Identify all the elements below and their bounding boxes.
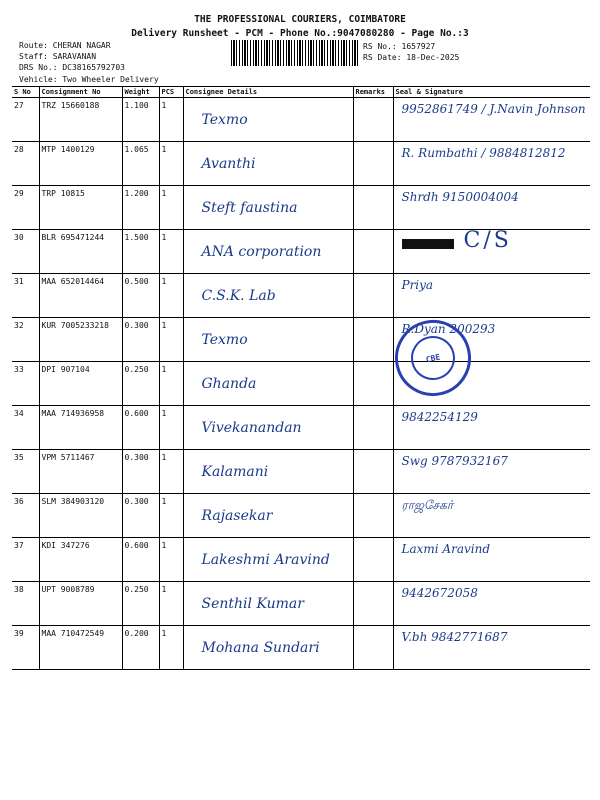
table-row [12,318,590,362]
signature: 9442672058 [401,586,478,600]
table-row [12,538,590,582]
col-consignee: Consignee Details [183,87,353,98]
sno-cell: 35 [12,450,39,494]
consignment-no: KUR 7005233218 [39,318,122,362]
weight-cell: 0.300 [122,494,159,538]
signature: 9842254129 [401,410,478,424]
barcode [231,40,359,66]
weight-cell: 1.065 [122,142,159,186]
table-row [12,626,590,670]
weight-cell: 1.100 [122,98,159,142]
remarks-cell [353,274,393,318]
consignee-name: Mohana Sundari [201,640,320,656]
remarks-cell [353,450,393,494]
consignee-name-cell [183,626,353,670]
table-row [12,230,590,274]
col-consignment: Consignment No [39,87,122,98]
table-row [12,186,590,230]
consignment-no: VPM 5711467 [39,450,122,494]
sno-cell: 31 [12,274,39,318]
table-row [12,98,590,142]
consignee-name-cell [183,406,353,450]
consignee-name-cell [183,450,353,494]
consignment-no: BLR 695471244 [39,230,122,274]
rs-number: RS No.: 1657927 [363,42,436,51]
consignee-name: Ghanda [201,376,257,392]
sno-cell: 36 [12,494,39,538]
route-info [19,40,125,73]
drs-number: DRS No.: DC38165792703 [19,63,125,72]
consignee-name: ANA corporation [201,244,322,260]
remarks-cell [353,318,393,362]
signature-cell [393,626,590,670]
weight-cell: 0.250 [122,362,159,406]
consignment-no: DPI 907104 [39,362,122,406]
remarks-cell [353,142,393,186]
sno-cell: 30 [12,230,39,274]
pcs-cell: 1 [159,538,183,582]
signature [402,228,512,253]
consignee-name: Texmo [201,112,248,128]
sno-cell: 27 [12,98,39,142]
signature: Laxmi Aravind [401,542,491,556]
pcs-cell: 1 [159,582,183,626]
signature: R.Dyan 200293 [401,322,496,336]
runsheet-subtitle: Delivery Runsheet - PCM - Phone No.:9047080280 - Page No.:3 [131,28,469,39]
consignment-no: UPT 9008789 [39,582,122,626]
sno-cell: 39 [12,626,39,670]
col-remarks: Remarks [353,87,393,98]
weight-cell: 1.500 [122,230,159,274]
consignee-name-cell [183,494,353,538]
signature-cell [393,230,590,274]
consignment-no: MAA 710472549 [39,626,122,670]
rs-info [363,41,459,63]
table-row [12,582,590,626]
weight-cell: 0.300 [122,318,159,362]
consignee-name: Rajasekar [201,508,273,524]
table-header [12,87,590,98]
col-pcs: PCS [159,87,183,98]
consignee-name: Kalamani [201,464,269,480]
pcs-cell: 1 [159,186,183,230]
consignee-name-cell [183,142,353,186]
rs-date: RS Date: 18-Dec-2025 [363,53,460,62]
consignee-name-cell [183,274,353,318]
sno-cell: 37 [12,538,39,582]
signature-cell [393,186,590,230]
weight-cell: 0.600 [122,406,159,450]
staff: Staff: SARAVANAN [19,52,97,61]
route: Route: CHERAN NAGAR [19,41,111,50]
pcs-cell: 1 [159,450,183,494]
consignee-name: Senthil Kumar [201,596,304,612]
pcs-cell: 1 [159,142,183,186]
table-row [12,450,590,494]
consignee-name: Texmo [201,332,248,348]
table-row [12,274,590,318]
consignment-no: MTP 1400129 [39,142,122,186]
pcs-cell: 1 [159,626,183,670]
consignee-name: Vivekanandan [201,420,302,436]
consignment-no: SLM 384903120 [39,494,122,538]
consignee-name-cell [183,318,353,362]
remarks-cell [353,626,393,670]
weight-cell: 0.200 [122,626,159,670]
signature-cell [393,450,590,494]
signature: ராஜசேகர் [401,498,454,512]
remarks-cell [353,494,393,538]
signature: Priya [401,278,434,292]
remarks-cell [353,230,393,274]
consignee-name-cell [183,538,353,582]
consignee-name-cell [183,230,353,274]
col-sno: S No [12,87,39,98]
consignment-no: TRZ 15660188 [39,98,122,142]
table-row [12,406,590,450]
signature-cell [393,142,590,186]
sno-cell: 33 [12,362,39,406]
pcs-cell: 1 [159,494,183,538]
remarks-cell [353,538,393,582]
consignee-name: Steft faustina [201,200,298,216]
consignment-no: MAA 714936958 [39,406,122,450]
company-title: THE PROFESSIONAL COURIERS, COIMBATORE [194,14,406,25]
table-row [12,494,590,538]
signature-cell [393,494,590,538]
consignment-no: MAA 652014464 [39,274,122,318]
pcs-cell: 1 [159,406,183,450]
consignee-name-cell [183,186,353,230]
weight-cell: 0.600 [122,538,159,582]
remarks-cell [353,582,393,626]
vehicle: Vehicle: Two Wheeler Delivery [19,75,159,84]
signature-cell [393,538,590,582]
sno-cell: 34 [12,406,39,450]
scribble-mark [402,239,454,249]
consignee-name: Lakeshmi Aravind [201,552,330,568]
consignee-name: C.S.K. Lab [201,288,276,304]
seal-center: CBE [407,332,459,384]
weight-cell: 1.200 [122,186,159,230]
runsheet-table [12,86,590,670]
signature-cell [393,406,590,450]
pcs-cell: 1 [159,230,183,274]
pcs-cell: 1 [159,98,183,142]
signature: V.bh 9842771687 [401,630,508,644]
sno-cell: 32 [12,318,39,362]
consignment-no: KDI 347276 [39,538,122,582]
signature: Shrdh 9150004004 [401,190,519,204]
signature-cell [393,582,590,626]
sno-cell: 28 [12,142,39,186]
sno-cell: 38 [12,582,39,626]
pcs-cell: 1 [159,362,183,406]
remarks-cell [353,406,393,450]
remarks-cell [353,186,393,230]
remarks-cell [353,362,393,406]
weight-cell: 0.300 [122,450,159,494]
consignment-no: TRP 10815 [39,186,122,230]
consignee-name-cell [183,362,353,406]
sno-cell: 29 [12,186,39,230]
signature-cell [393,98,590,142]
consignee-name: Avanthi [201,156,256,172]
signature: Swg 9787932167 [401,454,508,468]
consignee-name-cell [183,98,353,142]
pcs-cell: 1 [159,274,183,318]
table-row [12,362,590,406]
consignee-name-cell [183,582,353,626]
signature-cell [393,274,590,318]
col-signature: Seal & Signature [393,87,590,98]
signature: 9952861749 / J.Navin Johnson [401,102,586,116]
table-row [12,142,590,186]
remarks-cell [353,98,393,142]
col-weight: Weight [122,87,159,98]
pcs-cell: 1 [159,318,183,362]
signature: R. Rumbathi / 9884812812 [401,146,566,160]
weight-cell: 0.500 [122,274,159,318]
cs-mark: C/S [463,228,512,253]
weight-cell: 0.250 [122,582,159,626]
